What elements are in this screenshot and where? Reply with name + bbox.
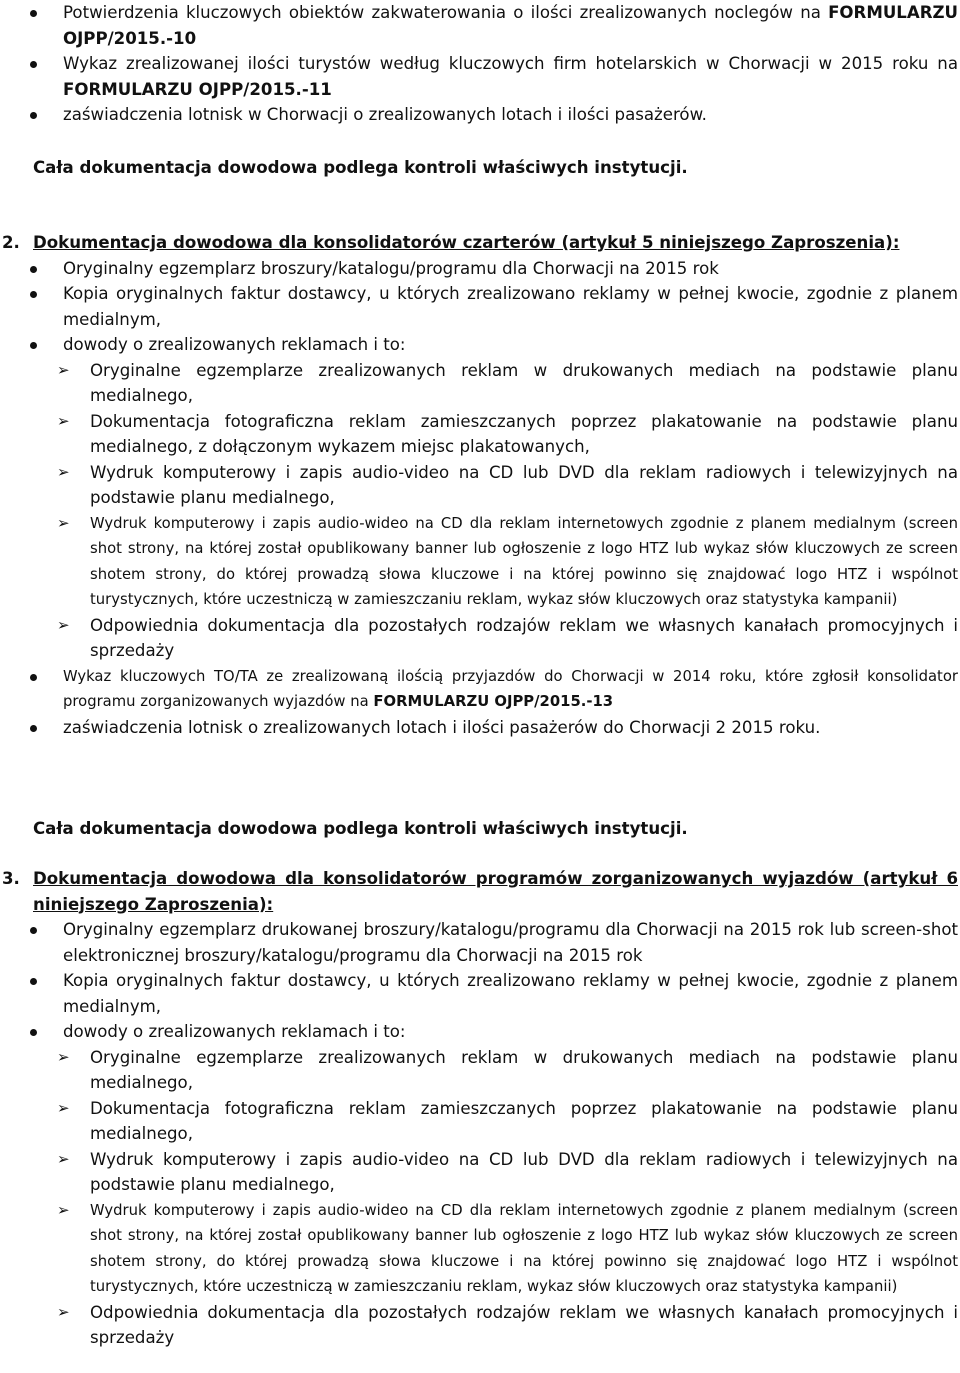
section-3-bullets bbox=[0, 917, 960, 1045]
arrow-bullet-icon: ➢ bbox=[57, 615, 70, 634]
bullet-icon bbox=[30, 266, 37, 273]
section-2-evidence-list bbox=[0, 358, 960, 664]
list-item: Kopia oryginalnych faktur dostawcy, u których zrealizowano reklamy w pełnej kwocie, zgodnie z planem medialnym, bbox=[0, 281, 960, 332]
arrow-bullet-icon: ➢ bbox=[57, 513, 70, 532]
list-item: ➢ Odpowiednia dokumentacja dla pozostałych rodzajów reklam we własnych kanałach promocyjnych i sprzedaży bbox=[0, 613, 960, 664]
list-item: ➢ Wydruk komputerowy i zapis audio-video na CD lub DVD dla reklam radiowych i telewizyjnych na podstawie planu medialnego, bbox=[0, 460, 960, 511]
bullet-icon bbox=[30, 1029, 37, 1036]
section-2-bullets bbox=[0, 256, 960, 358]
bullet-icon bbox=[30, 674, 37, 681]
list-item: Potwierdzenia kluczowych obiektów zakwaterowania o ilości zrealizowanych noclegów na FORMULARZU OJPP/2015.-10 bbox=[0, 0, 960, 51]
list-item: ➢ Wydruk komputerowy i zapis audio-video na CD lub DVD dla reklam radiowych i telewizyjnych na podstawie planu medialnego, bbox=[0, 1147, 960, 1198]
list-item: Wykaz kluczowych TO/TA ze zrealizowaną ilością przyjazdów do Chorwacji w 2014 roku, które zgłosił konsolidator programu zorganizowanych wyjazdów na FORMULARZU OJPP/2015.-13 bbox=[0, 664, 960, 715]
bullet-icon bbox=[30, 342, 37, 349]
bullet-icon bbox=[30, 10, 37, 17]
top-bullet-list bbox=[0, 0, 960, 128]
section-number: 2. bbox=[2, 233, 20, 252]
list-item: ➢ Odpowiednia dokumentacja dla pozostałych rodzajów reklam we własnych kanałach promocyjnych i sprzedaży bbox=[0, 1300, 960, 1351]
list-item: ➢ Dokumentacja fotograficzna reklam zamieszczanych poprzez plakatowanie na podstawie planu medialnego, z dołączonym wykazem miejsc plakatowanych, bbox=[0, 409, 960, 460]
list-item: ➢ Wydruk komputerowy i zapis audio-wideo na CD dla reklam internetowych zgodnie z planem medialnym (screen shot strony, na której został opublikowany banner lub ogłoszenie z logo HTZ lub wykaz słów kluczowych ze screen shotem strony, do której prowadzą słowa kluczowe i na której powinno się znajdować logo HTZ i wspólnot turystycznych, które uczestniczą w zamieszczaniu reklam, wykaz słów kluczowych oraz statystyka kampanii) bbox=[0, 511, 960, 613]
top-bullet-list-block bbox=[0, 0, 960, 128]
bullet-icon bbox=[30, 291, 37, 298]
section-title: Dokumentacja dowodowa dla konsolidatorów czarterów (artykuł 5 niniejszego Zaproszenia): bbox=[33, 233, 900, 252]
arrow-bullet-icon: ➢ bbox=[57, 462, 70, 481]
list-item: Oryginalny egzemplarz drukowanej broszury/katalogu/programu dla Chorwacji na 2015 rok lub screen-shot elektronicznej broszury/katalogu/programu dla Chorwacji na 2015 rok bbox=[0, 917, 960, 968]
form-reference: FORMULARZU OJPP/2015.-11 bbox=[63, 79, 332, 99]
form-reference: FORMULARZU OJPP/2015.-13 bbox=[373, 693, 614, 710]
list-item: dowody o zrealizowanych reklamach i to: bbox=[0, 1019, 960, 1045]
section-title: Dokumentacja dowodowa dla konsolidatorów programów zorganizowanych wyjazdów (artykuł 6 niniejszego Zaproszenia): bbox=[33, 869, 958, 914]
section-3-heading bbox=[0, 866, 960, 917]
section-3-evidence-list bbox=[0, 1045, 960, 1351]
arrow-bullet-icon: ➢ bbox=[57, 1098, 70, 1117]
section-2-closing-bullets bbox=[0, 664, 960, 741]
section-2 bbox=[0, 230, 960, 740]
list-item: Kopia oryginalnych faktur dostawcy, u których zrealizowano reklamy w pełnej kwocie, zgodnie z planem medialnym, bbox=[0, 968, 960, 1019]
list-item: ➢ Oryginalne egzemplarze zrealizowanych reklam w drukowanych mediach na podstawie planu medialnego, bbox=[0, 1045, 960, 1096]
list-item: zaświadczenia lotnisk w Chorwacji o zrealizowanych lotach i ilości pasażerów. bbox=[0, 102, 960, 128]
list-item: zaświadczenia lotnisk o zrealizowanych lotach i ilości pasażerów do Chorwacji 2 2015 roku. bbox=[0, 715, 960, 741]
form-reference: FORMULARZU OJPP/2015.-10 bbox=[63, 3, 958, 48]
arrow-bullet-icon: ➢ bbox=[57, 1200, 70, 1219]
bullet-icon bbox=[30, 112, 37, 119]
arrow-bullet-icon: ➢ bbox=[57, 1302, 70, 1321]
arrow-bullet-icon: ➢ bbox=[57, 411, 70, 430]
list-item: dowody o zrealizowanych reklamach i to: bbox=[0, 332, 960, 358]
arrow-bullet-icon: ➢ bbox=[57, 1149, 70, 1168]
bullet-icon bbox=[30, 725, 37, 732]
list-item: Oryginalny egzemplarz broszury/katalogu/programu dla Chorwacji na 2015 rok bbox=[0, 256, 960, 282]
arrow-bullet-icon: ➢ bbox=[57, 1047, 70, 1066]
bullet-icon bbox=[30, 927, 37, 934]
list-item: ➢ Oryginalne egzemplarze zrealizowanych reklam w drukowanych mediach na podstawie planu medialnego, bbox=[0, 358, 960, 409]
section-2-heading bbox=[0, 230, 960, 256]
list-item: Wykaz zrealizowanej ilości turystów według kluczowych firm hotelarskich w Chorwacji w 2015 roku na FORMULARZU OJPP/2015.-11 bbox=[0, 51, 960, 102]
section-number: 3. bbox=[2, 869, 20, 888]
list-item: ➢ Dokumentacja fotograficzna reklam zamieszczanych poprzez plakatowanie na podstawie planu medialnego, bbox=[0, 1096, 960, 1147]
control-note: Cała dokumentacja dowodowa podlega kontroli właściwych instytucji. bbox=[33, 819, 688, 838]
section-3 bbox=[0, 866, 960, 1351]
bullet-icon bbox=[30, 978, 37, 985]
bullet-icon bbox=[30, 61, 37, 68]
list-item: ➢ Wydruk komputerowy i zapis audio-wideo na CD dla reklam internetowych zgodnie z planem medialnym (screen shot strony, na której został opublikowany banner lub ogłoszenie z logo HTZ lub wykaz słów kluczowych ze screen shotem strony, do której prowadzą słowa kluczowe i na której powinno się znajdować logo HTZ i wspólnot turystycznych, które uczestniczą w zamieszczaniu reklam, wykaz słów kluczowych oraz statystyka kampanii) bbox=[0, 1198, 960, 1300]
arrow-bullet-icon: ➢ bbox=[57, 360, 70, 379]
control-note: Cała dokumentacja dowodowa podlega kontroli właściwych instytucji. bbox=[33, 158, 688, 177]
